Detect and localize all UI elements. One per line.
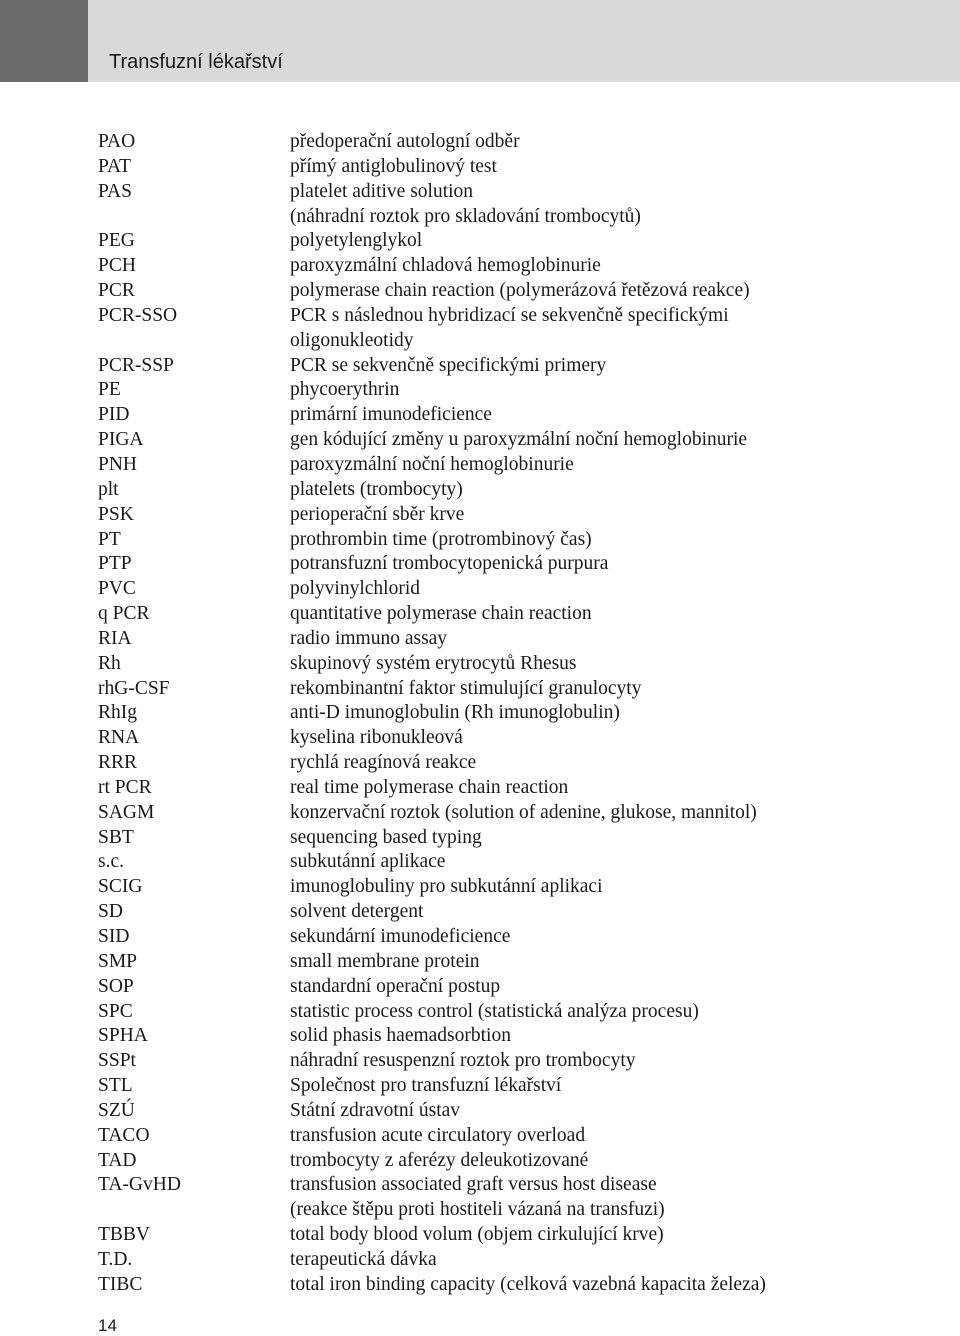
- glossary-row: [98, 1223, 898, 1248]
- abbreviation: PCR-SSO: [98, 304, 178, 326]
- glossary-row: [98, 850, 898, 875]
- definition: PCR se sekvenčně specifickými primery: [290, 354, 607, 376]
- definition: Státní zdravotní ústav: [290, 1099, 461, 1121]
- abbreviation: SZÚ: [98, 1099, 135, 1121]
- abbreviation: T.D.: [98, 1248, 133, 1270]
- glossary-row: [98, 403, 898, 428]
- abbreviation: rt PCR: [98, 776, 152, 798]
- glossary-row: [98, 1024, 898, 1049]
- abbreviation: SD: [98, 901, 123, 923]
- definition: solvent detergent: [290, 901, 424, 923]
- definition: skupinový systém erytrocytů Rhesus: [290, 652, 577, 674]
- definition: transfusion associated graft versus host disease: [290, 1174, 657, 1196]
- definition: paroxyzmální noční hemoglobinurie: [290, 453, 574, 475]
- definition: (reakce štěpu proti hostiteli vázaná na transfuzi): [290, 1199, 665, 1221]
- glossary-row: [98, 652, 898, 677]
- definition: náhradní resuspenzní roztok pro trombocyty: [290, 1050, 636, 1072]
- glossary-row: [98, 925, 898, 950]
- glossary-row: [98, 428, 898, 453]
- definition: oligonukleotidy: [290, 329, 414, 351]
- definition: polyvinylchlorid: [290, 578, 420, 600]
- abbreviation: PAT: [98, 155, 131, 177]
- definition: platelets (trombocyty): [290, 478, 463, 500]
- glossary-row: [98, 975, 898, 1000]
- abbreviation: PAS: [98, 180, 132, 202]
- glossary-row: [98, 875, 898, 900]
- abbreviation: PNH: [98, 453, 138, 475]
- abbreviation: STL: [98, 1075, 133, 1097]
- glossary-row: [98, 1173, 898, 1198]
- definition: perioperační sběr krve: [290, 503, 465, 525]
- glossary-row: [98, 378, 898, 403]
- glossary-row: [98, 826, 898, 851]
- abbreviation: SSPt: [98, 1050, 136, 1072]
- abbreviation: RNA: [98, 727, 140, 749]
- definition: radio immuno assay: [290, 627, 448, 649]
- glossary-row: [98, 1198, 898, 1223]
- glossary-row: [98, 1124, 898, 1149]
- definition: prothrombin time (protrombinový čas): [290, 528, 592, 550]
- abbreviation: PCR: [98, 280, 135, 302]
- definition: imunoglobuliny pro subkutánní aplikaci: [290, 876, 603, 898]
- glossary-row: [98, 229, 898, 254]
- glossary-row: [98, 354, 898, 379]
- glossary-row: [98, 205, 898, 230]
- definition: sequencing based typing: [290, 826, 482, 848]
- abbreviation: SCIG: [98, 876, 143, 898]
- glossary-row: [98, 1000, 898, 1025]
- definition: statistic process control (statistická analýza procesu): [290, 1000, 699, 1022]
- abbreviation: SBT: [98, 826, 134, 848]
- abbreviation: PCR-SSP: [98, 354, 174, 376]
- abbreviation: plt: [98, 478, 119, 500]
- abbreviation: rhG-CSF: [98, 677, 170, 699]
- abbreviation: SOP: [98, 975, 134, 997]
- abbreviation: TIBC: [98, 1273, 143, 1295]
- abbreviation: SPC: [98, 1000, 133, 1022]
- definition: standardní operační postup: [290, 975, 501, 997]
- abbreviation: PTP: [98, 553, 132, 575]
- glossary-row: [98, 478, 898, 503]
- abbreviation: [98, 205, 290, 230]
- definition: konzervační roztok (solution of adenine, glukose, mannitol): [290, 801, 757, 823]
- definition: (náhradní roztok pro skladování trombocytů): [290, 205, 641, 227]
- glossary-row: [98, 1099, 898, 1124]
- glossary-row: [98, 304, 898, 329]
- abbreviation: TA-GvHD: [98, 1174, 181, 1196]
- glossary-row: [98, 528, 898, 553]
- abbreviation: [98, 1198, 290, 1223]
- definition: small membrane protein: [290, 950, 480, 972]
- abbreviation: PEG: [98, 230, 135, 252]
- abbreviation: Rh: [98, 652, 121, 674]
- glossary-row: [98, 950, 898, 975]
- definition: PCR s následnou hybridizací se sekvenčně specifickými: [290, 304, 729, 326]
- definition: phycoerythrin: [290, 379, 400, 401]
- glossary-row: [98, 577, 898, 602]
- abbreviation: RhIg: [98, 702, 137, 724]
- glossary-row: [98, 1273, 898, 1298]
- definition: solid phasis haemadsorbtion: [290, 1025, 511, 1047]
- glossary-row: [98, 1049, 898, 1074]
- definition: předoperační autologní odběr: [290, 131, 520, 152]
- glossary-row: [98, 1149, 898, 1174]
- definition: sekundární imunodeficience: [290, 926, 511, 947]
- definition: subkutánní aplikace: [290, 851, 446, 873]
- glossary-row: [98, 677, 898, 702]
- header-accent-block: [0, 0, 88, 82]
- abbreviation: [98, 329, 290, 354]
- glossary-row: [98, 900, 898, 925]
- definition: real time polymerase chain reaction: [290, 776, 569, 798]
- glossary-row: [98, 329, 898, 354]
- abbreviation: s.c.: [98, 851, 124, 873]
- definition: gen kódující změny u paroxyzmální noční hemoglobinurie: [290, 429, 748, 451]
- glossary-row: [98, 801, 898, 826]
- abbreviation: PE: [98, 379, 121, 401]
- glossary-row: [98, 130, 898, 155]
- definition: total body blood volum (objem cirkulující krve): [290, 1224, 664, 1246]
- abbreviation: RIA: [98, 627, 132, 649]
- definition: polyetylenglykol: [290, 230, 423, 252]
- definition: rekombinantní faktor stimulující granulocyty: [290, 677, 642, 699]
- glossary-row: [98, 155, 898, 180]
- abbreviation: TAD: [98, 1149, 137, 1171]
- abbreviation-list: [98, 130, 898, 1298]
- definition: rychlá reagínová reakce: [290, 752, 477, 774]
- glossary-row: [98, 1074, 898, 1099]
- header-title: Transfuzní lékařství: [109, 51, 283, 73]
- abbreviation: PCH: [98, 255, 136, 277]
- definition: potransfuzní trombocytopenická purpura: [290, 553, 609, 575]
- definition: kyselina ribonukleová: [290, 727, 463, 749]
- abbreviation: SAGM: [98, 801, 155, 823]
- definition: transfusion acute circulatory overload: [290, 1124, 586, 1146]
- definition: paroxyzmální chladová hemoglobinurie: [290, 255, 601, 277]
- glossary-row: [98, 552, 898, 577]
- abbreviation: PIGA: [98, 429, 144, 451]
- abbreviation: q PCR: [98, 603, 150, 625]
- definition: terapeutická dávka: [290, 1248, 437, 1270]
- glossary-row: [98, 627, 898, 652]
- glossary-row: [98, 453, 898, 478]
- page-header: [0, 0, 960, 82]
- glossary-row: [98, 726, 898, 751]
- definition: total iron binding capacity (celková vazebná kapacita železa): [290, 1273, 766, 1295]
- definition: quantitative polymerase chain reaction: [290, 603, 592, 625]
- abbreviation: SMP: [98, 950, 138, 972]
- abbreviation: PAO: [98, 131, 136, 152]
- definition: platelet aditive solution: [290, 180, 474, 202]
- glossary-row: [98, 751, 898, 776]
- abbreviation: PSK: [98, 503, 134, 525]
- abbreviation: PT: [98, 528, 121, 550]
- glossary-row: [98, 279, 898, 304]
- definition: přímý antiglobulinový test: [290, 155, 497, 177]
- abbreviation: SPHA: [98, 1025, 148, 1047]
- abbreviation: SID: [98, 926, 130, 947]
- abbreviation: TBBV: [98, 1224, 151, 1246]
- glossary-row: [98, 701, 898, 726]
- abbreviation: PID: [98, 404, 130, 426]
- page-number: 14: [98, 1316, 117, 1335]
- definition: primární imunodeficience: [290, 404, 492, 426]
- definition: Společnost pro transfuzní lékařství: [290, 1075, 562, 1097]
- definition: trombocyty z aferézy deleukotizované: [290, 1149, 589, 1171]
- glossary-row: [98, 602, 898, 627]
- definition: anti-D imunoglobulin (Rh imunoglobulin): [290, 702, 620, 724]
- glossary-row: [98, 776, 898, 801]
- abbreviation: PVC: [98, 578, 136, 600]
- definition: polymerase chain reaction (polymerázová řetězová reakce): [290, 280, 750, 302]
- glossary-row: [98, 1248, 898, 1273]
- abbreviation: TACO: [98, 1124, 150, 1146]
- glossary-row: [98, 503, 898, 528]
- glossary-row: [98, 180, 898, 205]
- abbreviation: RRR: [98, 752, 138, 774]
- glossary-row: [98, 254, 898, 279]
